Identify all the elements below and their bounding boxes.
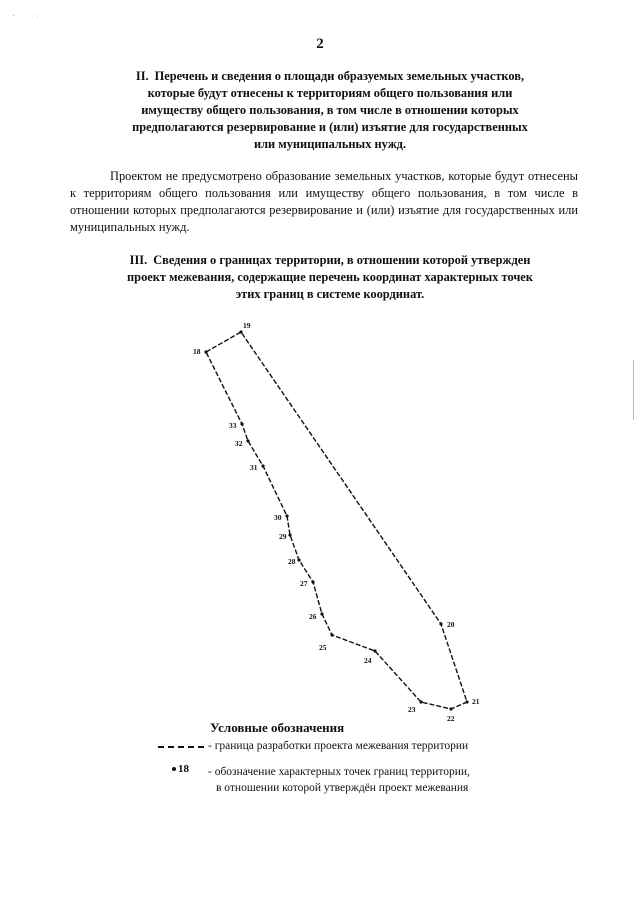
boundary-point-label: 33	[229, 421, 237, 430]
legend-point-text-2: в отношении которой утверждён проект межевания	[216, 782, 469, 794]
boundary-point-label: 29	[279, 532, 287, 541]
boundary-point-20	[439, 622, 442, 625]
heading-line: предполагаются резервирование и (или) изъятие для государственных	[132, 120, 528, 134]
boundary-point-26	[320, 612, 323, 615]
legend-point-text-1: - обозначение характерных точек границ территории,	[208, 766, 470, 778]
boundary-point-24	[373, 649, 376, 652]
boundary-point-label: 20	[447, 620, 455, 629]
boundary-point-28	[297, 558, 300, 561]
boundary-point-33	[240, 422, 243, 425]
legend-point-sample: 18	[172, 763, 189, 775]
boundary-point-label: 27	[300, 579, 308, 588]
boundary-point-label: 19	[243, 321, 251, 330]
section-number: II.	[135, 69, 149, 83]
heading-line: или муниципальных нужд.	[253, 137, 407, 151]
page-number: 2	[316, 36, 324, 52]
heading-line: которые будут отнесены к территориям общего пользования или	[147, 86, 513, 100]
boundary-point-label: 28	[288, 557, 296, 566]
legend-title: Условные обозначения	[210, 720, 345, 735]
boundary-point-label: 22	[447, 714, 455, 723]
section-2-paragraph: Проектом не предусмотрено образование земельных участков, которые будут отнесены к территориям общего пользования или имуществу общего пользования, в том числе в отношении которых предполагаются резервирование и (или) изъятие для государственных или муниципальных нужд.	[70, 169, 578, 234]
point-dot-icon	[172, 767, 176, 771]
boundary-point-label: 31	[250, 463, 258, 472]
boundary-point-21	[465, 700, 468, 703]
boundary-point-18	[204, 350, 207, 353]
heading-line: этих границ в системе координат.	[235, 287, 425, 301]
boundary-point-label: 30	[274, 513, 282, 522]
boundary-point-27	[311, 580, 314, 583]
section-number: III.	[129, 253, 148, 267]
boundary-point-31	[261, 464, 264, 467]
boundary-point-label: 23	[408, 705, 416, 714]
boundary-point-22	[449, 707, 452, 710]
boundary-point-label: 32	[235, 439, 243, 448]
boundary-point-19	[239, 330, 242, 333]
boundary-point-23	[419, 700, 422, 703]
boundary-point-30	[285, 514, 288, 517]
legend-boundary-line-sample	[158, 746, 204, 748]
scan-mark: ´	[12, 14, 15, 23]
boundary-point-29	[288, 533, 291, 536]
heading-line: проект межевания, содержащие перечень координат характерных точек	[127, 270, 533, 284]
boundary-point-label: 26	[309, 612, 317, 621]
heading-line: III. Сведения о границах территории, в отношении которой утвержден	[129, 253, 531, 267]
boundary-point-32	[246, 439, 249, 442]
boundary-point-label: 25	[319, 643, 327, 652]
legend-boundary-text: - граница разработки проекта межевания территории	[208, 740, 469, 752]
boundary-line	[206, 332, 467, 709]
boundary-point-label: 24	[364, 656, 372, 665]
boundary-point-label: 18	[193, 347, 201, 356]
scan-mark: ·	[36, 12, 39, 21]
heading-line: II. Перечень и сведения о площади образуемых земельных участков,	[135, 69, 525, 83]
boundary-point-label: 21	[472, 697, 480, 706]
boundary-point-25	[330, 633, 333, 636]
heading-line: имуществу общего пользования, в том числе в отношении которых	[141, 103, 519, 117]
